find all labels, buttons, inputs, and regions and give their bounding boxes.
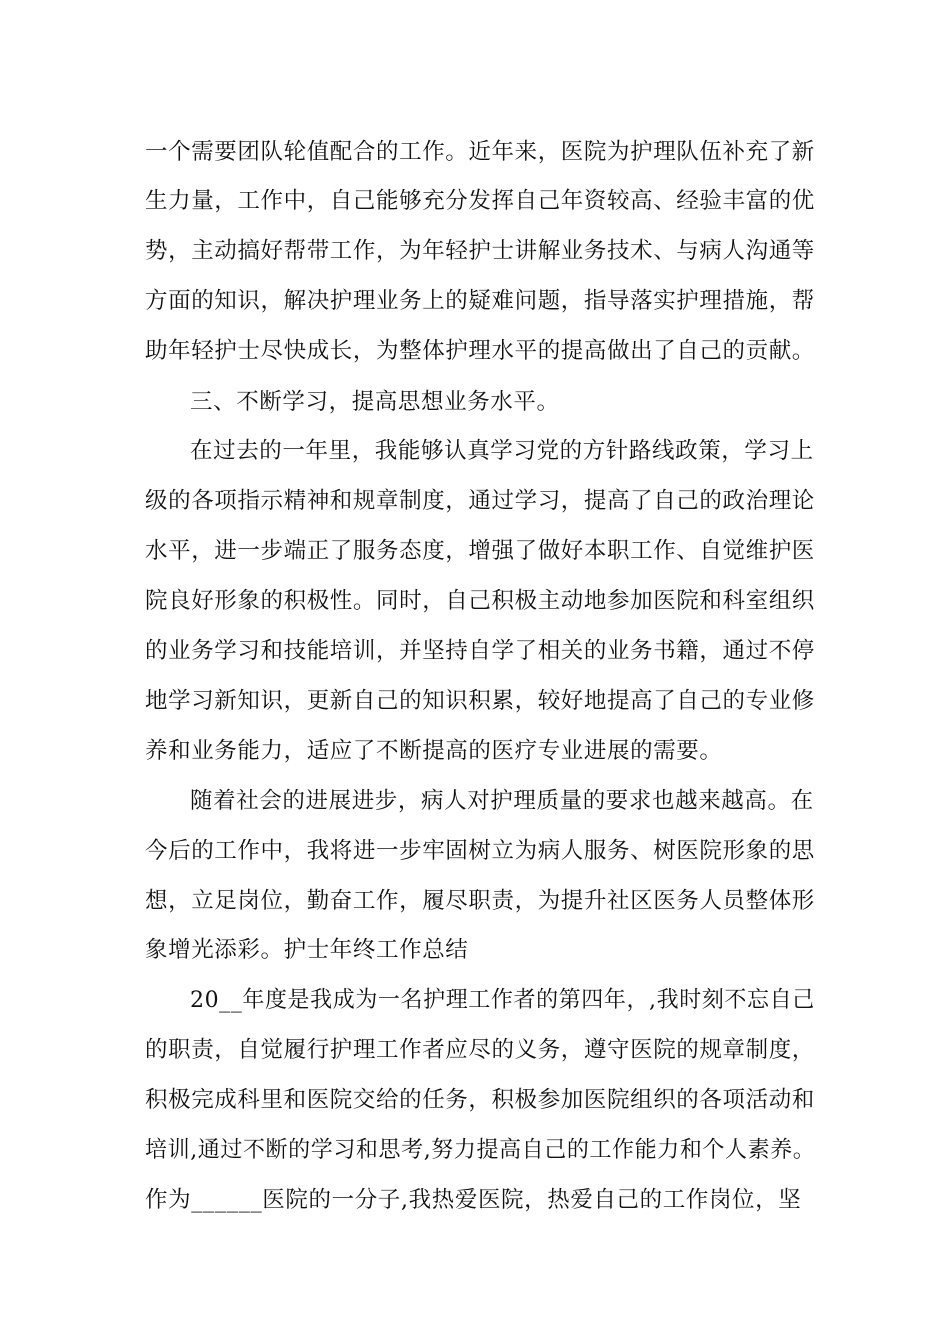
text-line: 级的各项指示精神和规章制度，通过学习，提高了自己的政治理论 <box>145 488 815 514</box>
text-line: 方面的知识，解决护理业务上的疑难问题，指导落实护理措施，帮 <box>145 288 815 314</box>
text-line: 的业务学习和技能培训，并坚持自学了相关的业务书籍，通过不停 <box>145 638 815 664</box>
section-heading: 三、不断学习，提高思想业务水平。 <box>190 389 560 415</box>
text-line: 培训,通过不断的学习和思考,努力提高自己的工作能力和个人素养。 <box>145 1137 816 1163</box>
text-line: 今后的工作中，我将进一步牢固树立为病人服务、树医院形象的思 <box>145 838 815 864</box>
paragraph-first-line: 在过去的一年里，我能够认真学习党的方针路线政策，学习上 <box>190 438 814 464</box>
text-line: 作为______医院的一分子,我热爱医院，热爱自己的工作岗位，坚 <box>145 1187 802 1213</box>
text-line: 象增光添彩。护士年终工作总结 <box>145 937 469 963</box>
text-line: 养和业务能力，适应了不断提高的医疗专业进展的需要。 <box>145 738 723 764</box>
paragraph-first-line: 随着社会的进展进步，病人对护理质量的要求也越来越高。在 <box>190 788 814 814</box>
text-line: 一个需要团队轮值配合的工作。近年来，医院为护理队伍补充了新 <box>145 139 815 165</box>
text-line: 助年轻护士尽快成长，为整体护理水平的提高做出了自己的贡献。 <box>145 338 815 364</box>
text-line: 生力量，工作中，自己能够充分发挥自己年资较高、经验丰富的优 <box>145 188 815 214</box>
text-line: 的职责，自觉履行护理工作者应尽的义务，遵守医院的规章制度， <box>145 1037 815 1063</box>
text-line: 势，主动搞好帮带工作，为年轻护士讲解业务技术、与病人沟通等 <box>145 238 815 264</box>
paragraph-first-line: 20__年度是我成为一名护理工作者的第四年，,我时刻不忘自己 <box>190 987 815 1013</box>
text-line: 地学习新知识，更新自己的知识积累，较好地提高了自己的专业修 <box>145 688 815 714</box>
text-line: 院良好形象的积极性。同时，自己积极主动地参加医院和科室组织 <box>145 588 815 614</box>
text-line: 想，立足岗位，勤奋工作，履尽职责，为提升社区医务人员整体形 <box>145 888 815 914</box>
text-line: 积极完成科里和医院交给的任务，积极参加医院组织的各项活动和 <box>145 1087 815 1113</box>
text-line: 水平，进一步端正了服务态度，增强了做好本职工作、自觉维护医 <box>145 538 815 564</box>
